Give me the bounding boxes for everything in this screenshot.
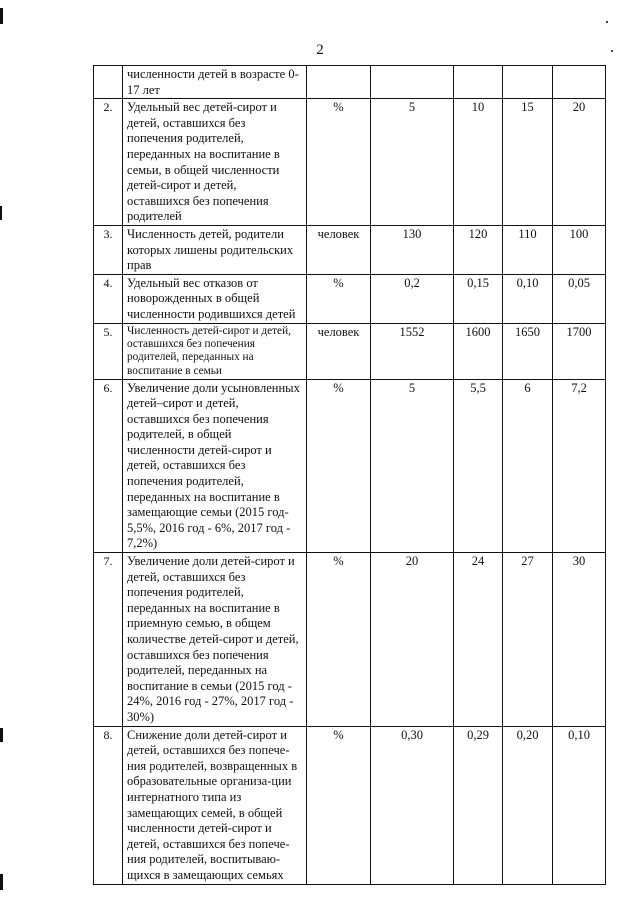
unit-cell: % (307, 99, 371, 226)
value-cell: 5 (371, 379, 454, 553)
table-row (94, 274, 606, 323)
table-row (94, 225, 606, 274)
row-number-cell: 6. (94, 379, 123, 553)
value-cell (371, 66, 454, 99)
value-cell: 120 (454, 225, 503, 274)
value-cell: 0,10 (503, 274, 553, 323)
indicator-name-cell: Снижение доли детей-сирот и детей, оставшихся без попече-ния родителей, возвращенных в образовательные организа-ции интернатного типа из замещающих семей, в общей численности детей-сирот и детей, оставшихся без попече-ния родителей, воспитываю-щихся в замещающих семьях (123, 726, 307, 884)
unit-cell: % (307, 553, 371, 727)
table-row (94, 726, 606, 884)
value-cell: 0,30 (371, 726, 454, 884)
unit-cell: % (307, 379, 371, 553)
value-cell: 24 (454, 553, 503, 727)
value-cell: 1650 (503, 323, 553, 379)
table-row (94, 553, 606, 727)
scan-speck (606, 21, 608, 23)
value-cell: 0,05 (553, 274, 606, 323)
indicator-name-cell: численности детей в возрасте 0-17 лет (123, 66, 307, 99)
indicator-name-cell: Увеличение доли усыновленных детей–сирот и детей, оставшихся без попечения родителей, в общей численности детей-сирот и детей, оставшихся без попечения родителей, переданных на воспитание в замещающие семьи (2015 год- 5,5%, 2016 год - 6%, 2017 год - 7,2%) (123, 379, 307, 553)
indicators-table (93, 65, 606, 885)
value-cell: 15 (503, 99, 553, 226)
value-cell: 20 (553, 99, 606, 226)
unit-cell (307, 66, 371, 99)
value-cell (454, 66, 503, 99)
value-cell: 1552 (371, 323, 454, 379)
indicator-name-cell: Удельный вес отказов от новорожденных в общей численности родившихся детей (123, 274, 307, 323)
unit-cell: % (307, 274, 371, 323)
value-cell (503, 66, 553, 99)
value-cell (553, 66, 606, 99)
value-cell: 30 (553, 553, 606, 727)
row-number-cell: 3. (94, 225, 123, 274)
value-cell: 5,5 (454, 379, 503, 553)
value-cell: 6 (503, 379, 553, 553)
value-cell: 0,15 (454, 274, 503, 323)
value-cell: 110 (503, 225, 553, 274)
table-row (94, 379, 606, 553)
value-cell: 130 (371, 225, 454, 274)
scan-edge-mark-bottom (0, 874, 3, 890)
value-cell: 1600 (454, 323, 503, 379)
unit-cell: человек (307, 323, 371, 379)
row-number-cell: 4. (94, 274, 123, 323)
scan-edge-mark-middle (0, 206, 2, 220)
value-cell: 0,2 (371, 274, 454, 323)
indicator-name-cell: Удельный вес детей-сирот и детей, оставшихся без попечения родителей, переданных на воспитание в семьи, в общей численности детей-сирот и детей, оставшихся без попечения родителей (123, 99, 307, 226)
value-cell: 0,20 (503, 726, 553, 884)
value-cell: 1700 (553, 323, 606, 379)
row-number-cell: 7. (94, 553, 123, 727)
table-row (94, 323, 606, 379)
value-cell: 5 (371, 99, 454, 226)
unit-cell: % (307, 726, 371, 884)
value-cell: 27 (503, 553, 553, 727)
page-number: 2 (316, 42, 324, 58)
table-row (94, 99, 606, 226)
value-cell: 0,10 (553, 726, 606, 884)
row-number-cell: 8. (94, 726, 123, 884)
row-number-cell: 2. (94, 99, 123, 226)
scan-edge-mark-top (0, 8, 3, 24)
unit-cell: человек (307, 225, 371, 274)
value-cell: 100 (553, 225, 606, 274)
scan-edge-mark-lower (0, 728, 3, 742)
value-cell: 0,29 (454, 726, 503, 884)
row-number-cell: 5. (94, 323, 123, 379)
value-cell: 7,2 (553, 379, 606, 553)
indicator-name-cell: Увеличение доли детей-сирот и детей, оставшихся без попечения родителей, переданных на воспитание в приемную семью, в общем количестве детей-сирот и детей, оставшихся без попечения родителей, переданных на воспитание в семьи (2015 год - 24%, 2016 год - 27%, 2017 год - 30%) (123, 553, 307, 727)
indicator-name-cell: Численность детей-сирот и детей, оставшихся без попечения родителей, переданных на воспитание в семьи (123, 323, 307, 379)
value-cell: 10 (454, 99, 503, 226)
row-number-cell (94, 66, 123, 99)
value-cell: 20 (371, 553, 454, 727)
indicator-name-cell: Численность детей, родители которых лишены родительских прав (123, 225, 307, 274)
table-row (94, 66, 606, 99)
